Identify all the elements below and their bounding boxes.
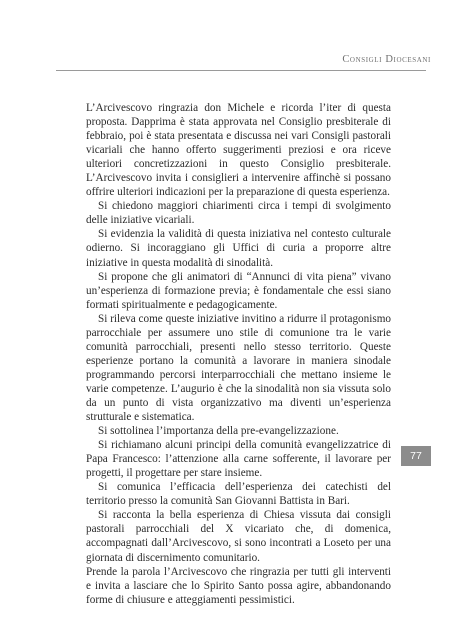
paragraph-2: Si chiedono maggiori chiarimenti circa i tempi di svolgimento delle iniziative vicariali. xyxy=(86,200,391,227)
paragraph-7: Si richiamano alcuni principi della comunità evangelizzatrice di Papa Francesco: l’attenzione alla carne sofferente, il lavorare per progetti, il progettare per stare insieme. xyxy=(86,439,391,480)
paragraph-5: Si rileva come queste iniziative invitino a ridurre il protagonismo parrocchiale per assumere uno stile di comunione tra le varie comunità parrocchiali, presenti nello stesso territorio. Queste esperienze portano la comunità a lavorare in maniera sinodale programmando percorsi interparrocchiali che mettano insieme le varie competenze. L’augurio è che la sinodalità non sia vissuta solo da un punto di vista organizzativo ma diventi un’esperienza strutturale e sistematica. xyxy=(86,312,391,424)
paragraph-4: Si propone che gli animatori di “Annunci di vita piena” vivano un’esperienza di formazione previa; è fondamentale che essi siano formati spiritualmente e pedagogicamente. xyxy=(86,270,391,311)
paragraph-9: Si racconta la bella esperienza di Chiesa vissuta dai consigli pastorali parrocchiali del X vicariato che, di domenica, accompagnati dall’Arcivescovo, si sono incontrati a Loseto per una giornata di discernimento comunitario. xyxy=(86,509,391,564)
paragraph-8: Si comunica l’efficacia dell’esperienza dei catechisti del territorio presso la comunità San Giovanni Battista in Bari. xyxy=(86,481,391,508)
running-head: Consigli Diocesani xyxy=(342,54,431,65)
paragraph-10: Prende la parola l’Arcivescovo che ringrazia per tutti gli interventi e invita a lasciare che lo Spirito Santo possa agire, abbandonando forme di chiusure e atteggiamenti pessimistici. xyxy=(86,565,391,606)
page-number-tab: 77 xyxy=(401,446,431,466)
paragraph-3: Si evidenzia la validità di questa iniziativa nel contesto culturale odierno. Si incoraggiano gli Uffici di curia a proporre altre iniziative in questa modalità di sinodalità. xyxy=(86,228,391,269)
paragraph-1: L’Arcivescovo ringrazia don Michele e ricorda l’iter di questa proposta. Dapprima è stata approvata nel Consiglio presbiterale di febbraio, poi è stata presentata e discussa nei vari Consigli pastorali vicariali che hanno offerto suggerimenti preziosi e ora riceve ulteriori concretizzazioni in questo Consiglio presbiterale. L’Arcivescovo invita i consiglieri a intervenire affinchè si possano offrire ulteriori indicazioni per la preparazione di questa esperienza. xyxy=(86,102,391,199)
paragraph-6: Si sottolinea l’importanza della pre-evangelizzazione. xyxy=(98,425,339,438)
body-text xyxy=(86,101,391,607)
header-rule xyxy=(56,70,426,71)
